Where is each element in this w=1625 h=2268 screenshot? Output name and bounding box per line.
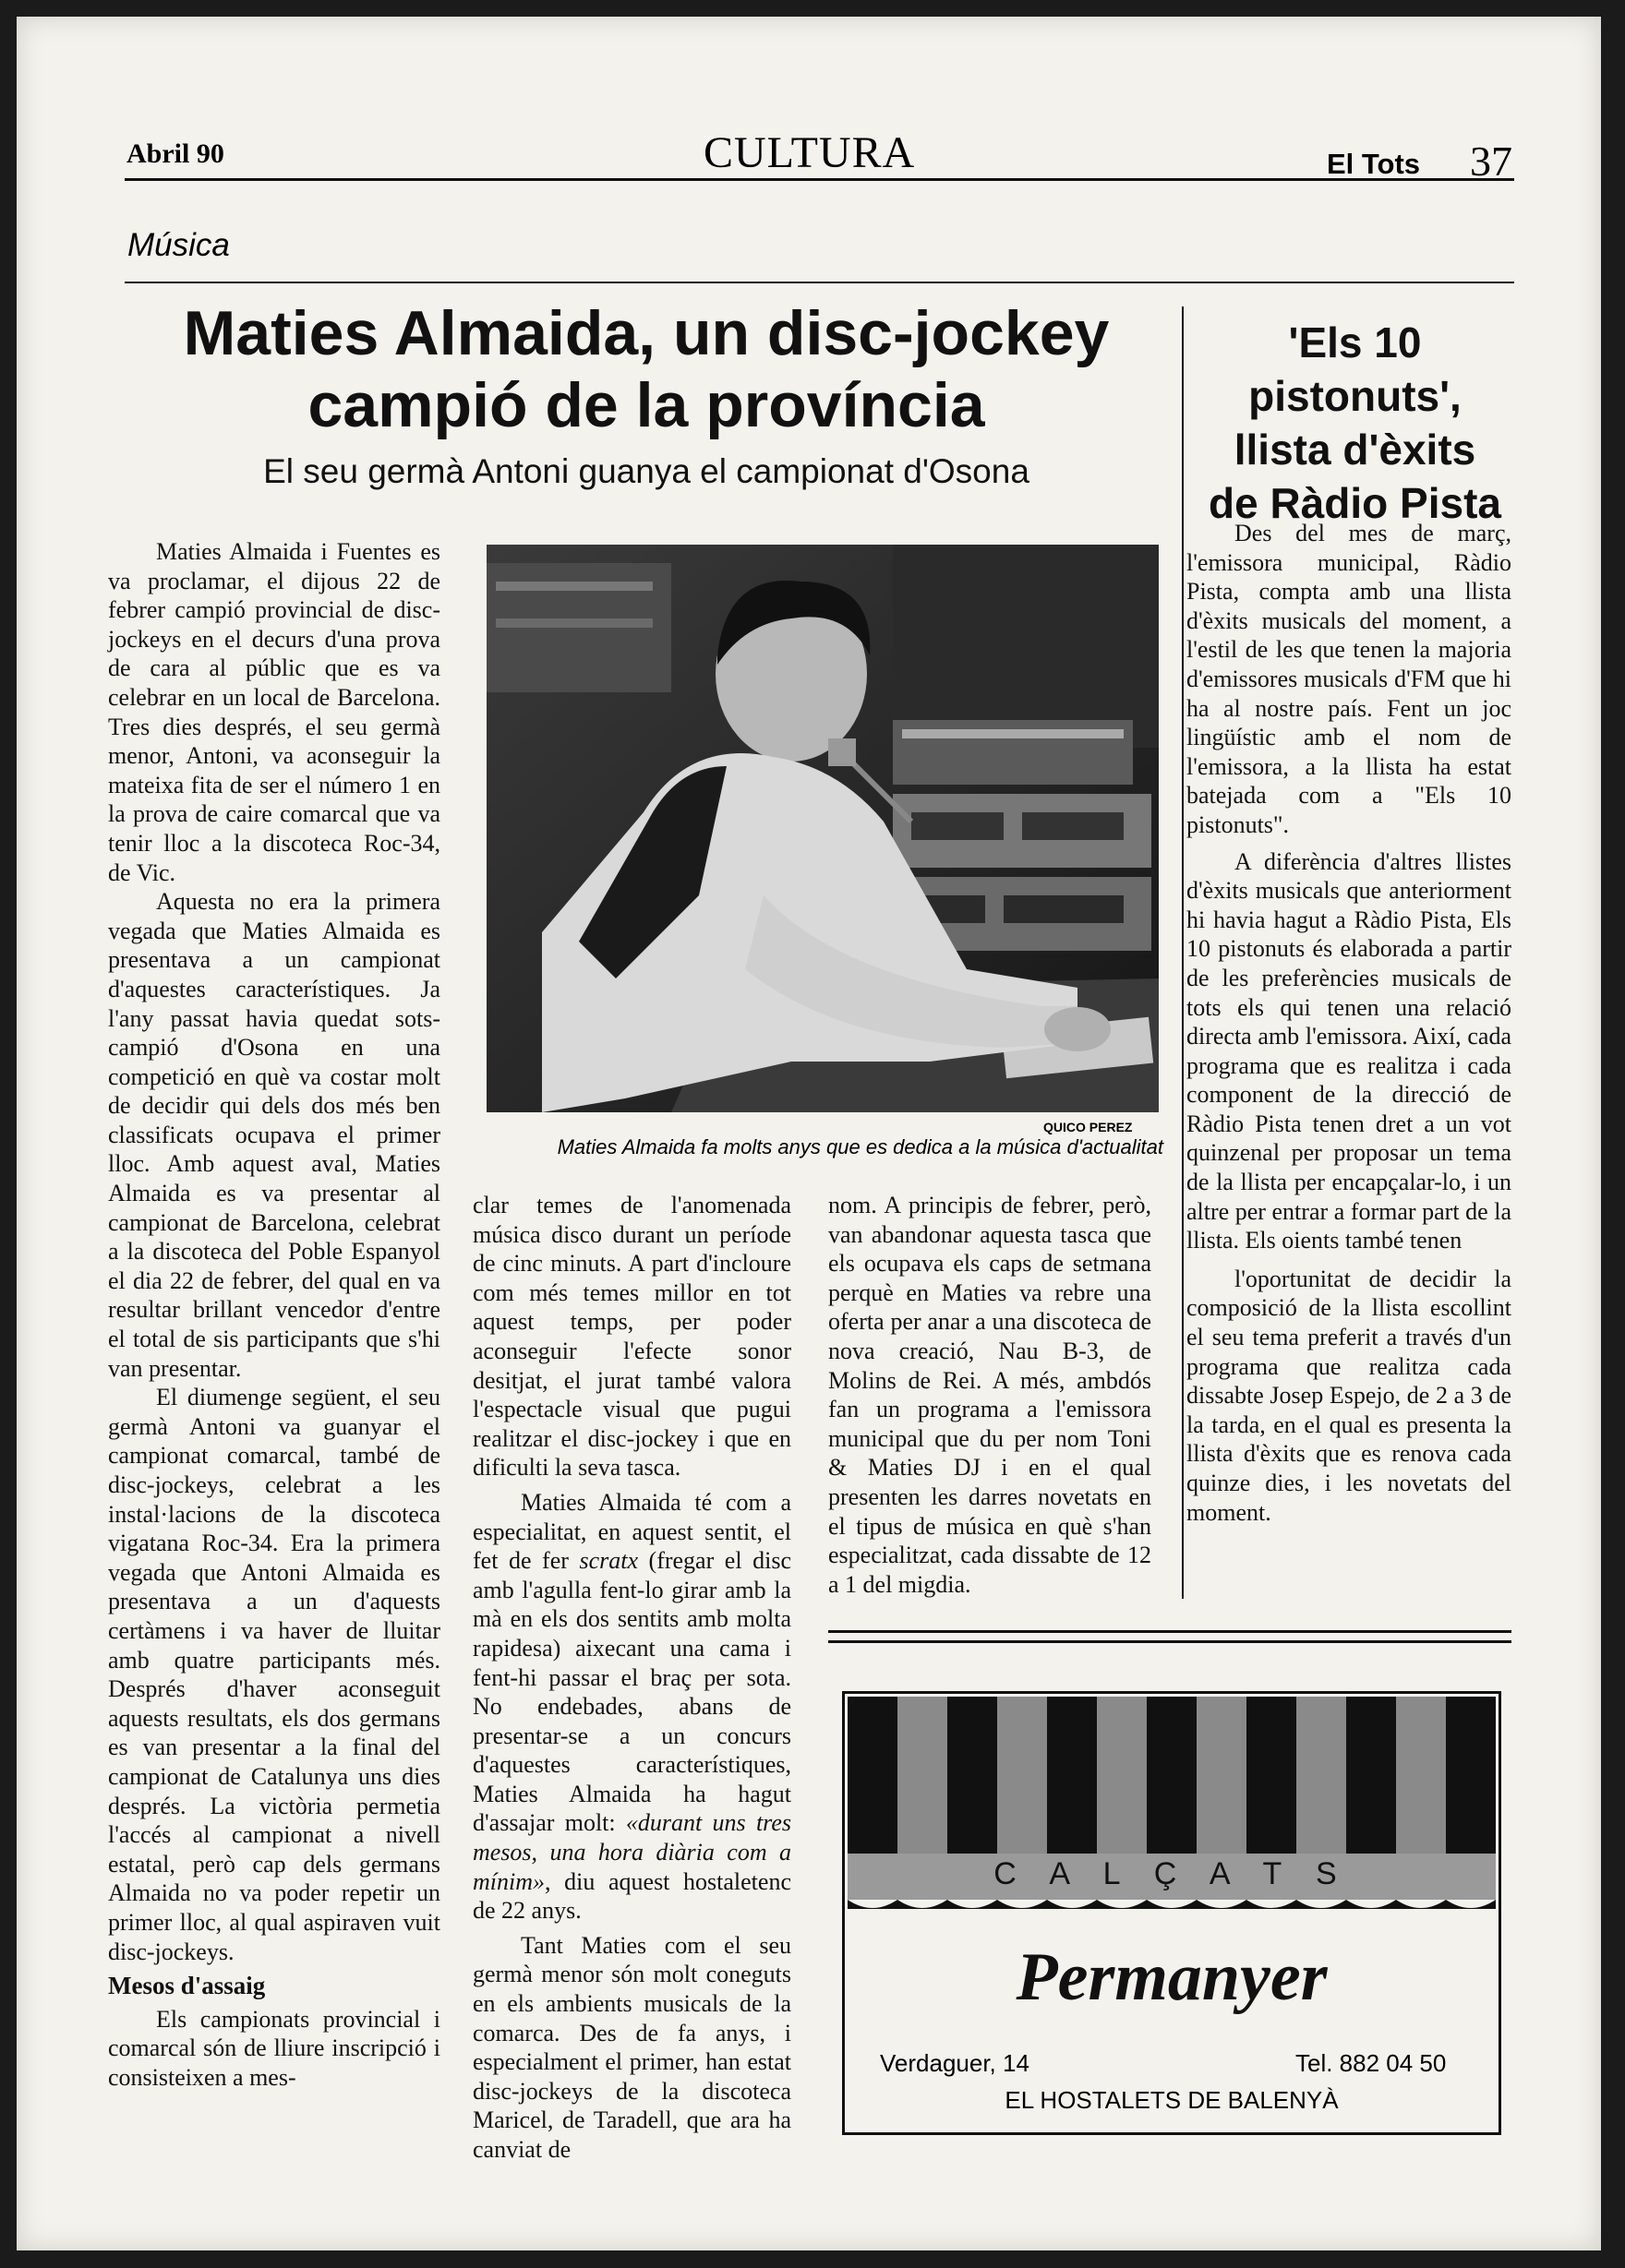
category-rule [125, 282, 1514, 283]
text-run: Maties Almaida té com a especialitat, en aquest sentit, el fet de fer [473, 1488, 791, 1575]
main-paragraph: El diumenge següent, el seu germà Antoni va guanyar el campionat comarcal, també de disc-jockeys, celebrat a les instal·lacions de la discoteca vigatana Roc-34. Era la primera vegada que Antoni Almaida es presentava a un d'aquests certàmens i va haver de lluitar amb quatre participants més. Després d'haver aconseguit aquests resultats, els dos germans es van presentar a la final del campionat de Catalunya uns dies després. La victòria permetia l'accés al campionat a nivell estatal, però cap dels germans Almaida no va poder repetir un primer lloc, al qual aspiraven vuit disc-jockeys. [108, 1384, 440, 1965]
header-page-number: 37 [1470, 138, 1512, 185]
side-paragraph: Des del mes de març, l'emissora municipal, Ràdio Pista, compta amb una llista d'èxits musicals del moment, a l'estil de les que tenen la majoria d'emissores musicals d'FM que hi ha al nostre país. Fent un joc lingüístic amb el nom de l'emissora, a la llista ha estat batejada com a "Els 10 pistonuts". [1186, 520, 1511, 838]
side-headline-line2: pistonuts', [1248, 372, 1462, 420]
main-paragraph: Tant Maties com el seu germà menor són molt coneguts en els ambients musicals de la comarca. Des de fa anys, i especialment el primer, han estat disc-jockeys de la discoteca Maricel, de Taradell, que ara ha canviat de [473, 1931, 791, 2163]
ad-separator [828, 1630, 1511, 1643]
main-paragraph: Els campionats provincial i comarcal són de lliure inscripció i consisteixen a mes- [108, 2005, 440, 2091]
main-paragraph [473, 1488, 791, 1926]
advertisement [842, 1691, 1501, 2135]
main-paragraph: Aquesta no era la primera vegada que Maties Almaida es presentava a un campionat d'aquestes característiques. Ja l'any passat havia quedat sots-campió d'Osona en una competició en què va costar molt de decidir qui dels dos més ben classificats ocupava el primer lloc. Amb aquest aval, Maties Almaida es va presentar al campionat de Barcelona, celebrat a la discoteca del Poble Espanyol el dia 22 de febrer, del qual en va resultar brillant vencedor d'entre el total de sis participants que s'hi van presentar. [108, 888, 440, 1382]
main-paragraph: Maties Almaida i Fuentes es va proclamar, el dijous 22 de febrer campió provincial de disc-jockeys en el decurs d'una prova de cara al públic que es va celebrar en un local de Barcelona. Tres dies després, el seu germà menor, Antoni, va aconseguir la mateixa fita de ser el número 1 en la prova de caire comarcal que va tenir lloc a la discoteca Roc-34, de Vic. [108, 538, 440, 886]
header-publication: El Tots [1327, 148, 1421, 180]
main-column-1 [108, 537, 440, 2092]
text-run-italic: «durant uns tres mesos, una hora diària com a mínim» [473, 1809, 791, 1895]
main-column-2 [473, 1191, 791, 2165]
text-run-italic: scratx [579, 1547, 638, 1575]
side-paragraph: A diferència d'altres llistes d'èxits musicals que anteriorment hi havia hagut a Ràdio Pista, Els 10 pistonuts és elaborada a partir de les preferències musicals de tots els qui tenen una relació directa amb l'emissora. Així, cada programa que es realitza i cada component de la direcció de Ràdio Pista tenen dret a un vot quinzenal per proposar un tema de la llista per encapçalar-lo, i un altre per entrar a formar part de la llista. Els oients també tenen [1186, 847, 1511, 1254]
section-subhead: Mesos d'assaig [108, 1972, 266, 2000]
header-section: CULTURA [704, 128, 916, 177]
text-run: (fregar el disc amb l'agulla fent-lo girar amb la mà en els dos sentits amb molta rapidesa) aixecant una cama i fent-hi passar el braç per sota. No endebades, abans de presentar-se a un concurs d'aquestes característiques, Maties Almaida ha hagut d'assajar molt: [473, 1547, 791, 1837]
text-run: , diu aquest hostaletenc de 22 anys. [473, 1867, 791, 1925]
ad-town: EL HOSTALETS DE BALENYÀ [1005, 2086, 1339, 2114]
side-paragraph: l'oportunitat de decidir la composició de la llista escollint el seu tema preferit a través d'un programa que realitza cada dissabte Josep Espejo, de 2 a 3 de la tarda, en el qual es presenta la llista d'èxits que es renova cada quinze dies, i les novetats del moment. [1186, 1265, 1511, 1526]
main-headline-line1: Maties Almaida, un disc-jockey [183, 298, 1110, 368]
header-date: Abril 90 [126, 138, 224, 169]
main-paragraph: clar temes de l'anomenada música disco durant un període de cinc minuts. A part d'incloure com més temes millor en tot aquest temps, per poder aconseguir l'efecte sonor desitjat, el jurat també valora l'espectacle visual que pugui realitzar el disc-jockey i que en dificulti la seva tasca. [473, 1192, 791, 1482]
main-subheadline: El seu germà Antoni guanya el campionat d'Osona [263, 452, 1029, 490]
ad-brand-logo: Permanyer [1016, 1939, 1328, 2015]
main-headline [92, 297, 1200, 441]
side-headline [1191, 316, 1519, 530]
main-headline-line2: campió de la província [307, 370, 985, 440]
photo-caption: Maties Almaida fa molts anys que es dedica a la música d'actualitat [557, 1135, 1163, 1158]
main-column-3 [828, 1191, 1151, 1599]
ad-address: Verdaguer, 14 [880, 2049, 1029, 2077]
side-article-body [1186, 519, 1511, 1527]
main-paragraph: nom. A principis de febrer, però, van abandonar aquesta tasca que els ocupava els caps de setmana perquè en Maties va rebre una oferta per anar a una discoteca de nova creació, Nau B-3, de Molins de Rei. A més, ambdós fan un programa a l'emissora municipal que du per nom Toni & Maties DJ i en el qual presenten les darres novetats en el tipus de música en què s'han especialitzat, cada dissabte de 12 a 1 del migdia. [828, 1192, 1151, 1598]
side-headline-line3: llista d'èxits [1234, 426, 1476, 474]
side-headline-line4: de Ràdio Pista [1209, 479, 1501, 527]
ad-phone: Tel. 882 04 50 [1295, 2049, 1447, 2077]
dj-photo-illustration [487, 545, 1159, 1112]
article-photo [487, 545, 1159, 1112]
header-rule [125, 178, 1514, 181]
photo-credit: QUICO PEREZ [1043, 1120, 1133, 1134]
side-headline-line1: 'Els 10 [1288, 318, 1422, 366]
column-divider-right [1182, 306, 1184, 1599]
ad-awning-text: C A L Ç A T S [993, 1856, 1350, 1891]
category-label: Música [127, 227, 230, 263]
